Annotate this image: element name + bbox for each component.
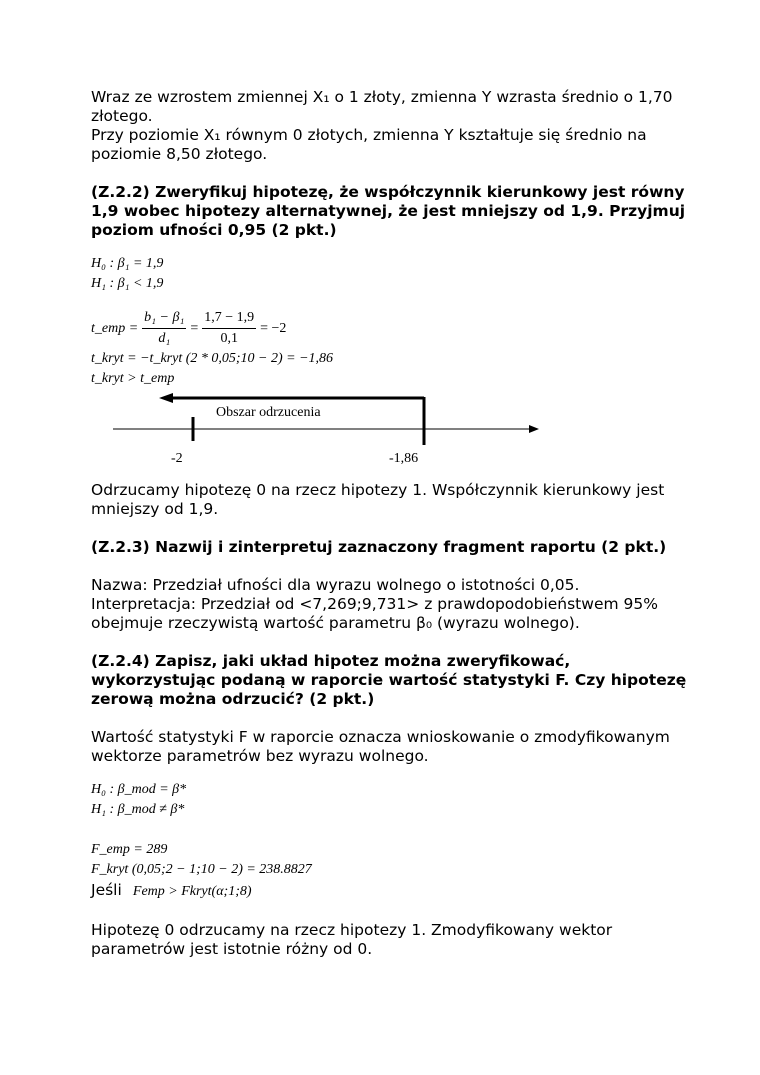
z24-h1: H₁ : β_mod ≠ β*: [91, 802, 185, 817]
temp-result: = −2: [260, 320, 287, 336]
z22-h1: H₁ : β₁ < 1,9: [91, 276, 164, 291]
z22-h0: H₀ : β₁ = 1,9: [91, 256, 164, 271]
temp-den1: d₁: [158, 331, 171, 346]
tick-label-minus-1-86: -1,86: [389, 451, 419, 466]
intro-paragraph-2: Przy poziomie X₁ równym 0 złotych, zmienna Y kształtuje się średnio na poziomie 8,50 złotego.: [91, 126, 647, 163]
temp-den2: 0,1: [220, 331, 238, 346]
if-condition: Femp > Fkryt(α;1;8): [132, 884, 252, 899]
intro-paragraph-1: Wraz ze wzrostem zmiennej X₁ o 1 złoty, zmienna Y wzrasta średnio o 1,70 złotego.: [91, 88, 673, 125]
z24-if-line: [91, 880, 691, 902]
rejection-region-diagram: [91, 389, 691, 467]
z22-heading: (Z.2.2) Zweryfikuj hipotezę, że współczynnik kierunkowy jest równy 1,9 wobec hipotezy alternatywnej, że jest mniejszy od 1,9. Przyjmuj poziom ufności 0,95 (2 pkt.): [91, 183, 686, 239]
z24-heading: (Z.2.4) Zapisz, jaki układ hipotez można zweryfikować, wykorzystując podaną w raporcie wartość statystyki F. Czy hipotezę zerową można odrzucić? (2 pkt.): [91, 652, 687, 708]
z22-tkryt: t_kryt = −t_kryt (2 * 0,05;10 − 2) = −1,86: [91, 351, 334, 366]
z24-femp: F_emp = 289: [91, 842, 168, 857]
temp-num1: b₁ − β₁: [142, 308, 186, 329]
tick-label-minus-2: -2: [171, 451, 183, 466]
z23-heading: (Z.2.3) Nazwij i zinterpretuj zaznaczony fragment raportu (2 pkt.): [91, 538, 667, 556]
rejection-region-arrowhead: [159, 393, 173, 403]
z22-temp-formula: t_emp = $\frac{\text{b₁ − β₁}}{\text{d₁}}$ = $\frac{1,7 - 1,9}{0,1}$ = −2: [91, 308, 691, 349]
z24-conclusion: Hipotezę 0 odrzucamy na rzecz hipotezy 1. Zmodyfikowany wektor parametrów jest istotnie różny od 0.: [91, 921, 613, 958]
if-label: Jeśli: [91, 881, 122, 899]
z24-paragraph-1: Wartość statystyki F w raporcie oznacza wnioskowanie o zmodyfikowanym wektorze parametrów bez wyrazu wolnego.: [91, 728, 670, 765]
z22-condition: t_kryt > t_emp: [91, 371, 175, 386]
temp-num2: 1,7 − 1,9: [202, 308, 256, 329]
temp-lhs: t_emp =: [91, 320, 139, 336]
axis-arrowhead: [529, 425, 539, 433]
z24-h0: H₀ : β_mod = β*: [91, 782, 187, 797]
temp-fraction-2: [202, 308, 256, 349]
z22-conclusion: Odrzucamy hipotezę 0 na rzecz hipotezy 1. Współczynnik kierunkowy jest mniejszy od 1,9.: [91, 481, 665, 518]
z23-paragraph-2: Interpretacja: Przedział od <7,269;9,731> z prawdopodobieństwem 95% obejmuje rzeczywistą wartość parametru β₀ (wyrazu wolnego).: [91, 595, 658, 632]
z24-fkryt: F_kryt (0,05;2 − 1;10 − 2) = 238.8827: [91, 862, 312, 877]
temp-fraction-1: [142, 308, 186, 349]
document-page: [91, 88, 691, 959]
z23-paragraph-1: Nazwa: Przedział ufności dla wyrazu wolnego o istotności 0,05.: [91, 576, 580, 594]
rejection-region-label: Obszar odrzucenia: [216, 405, 321, 420]
